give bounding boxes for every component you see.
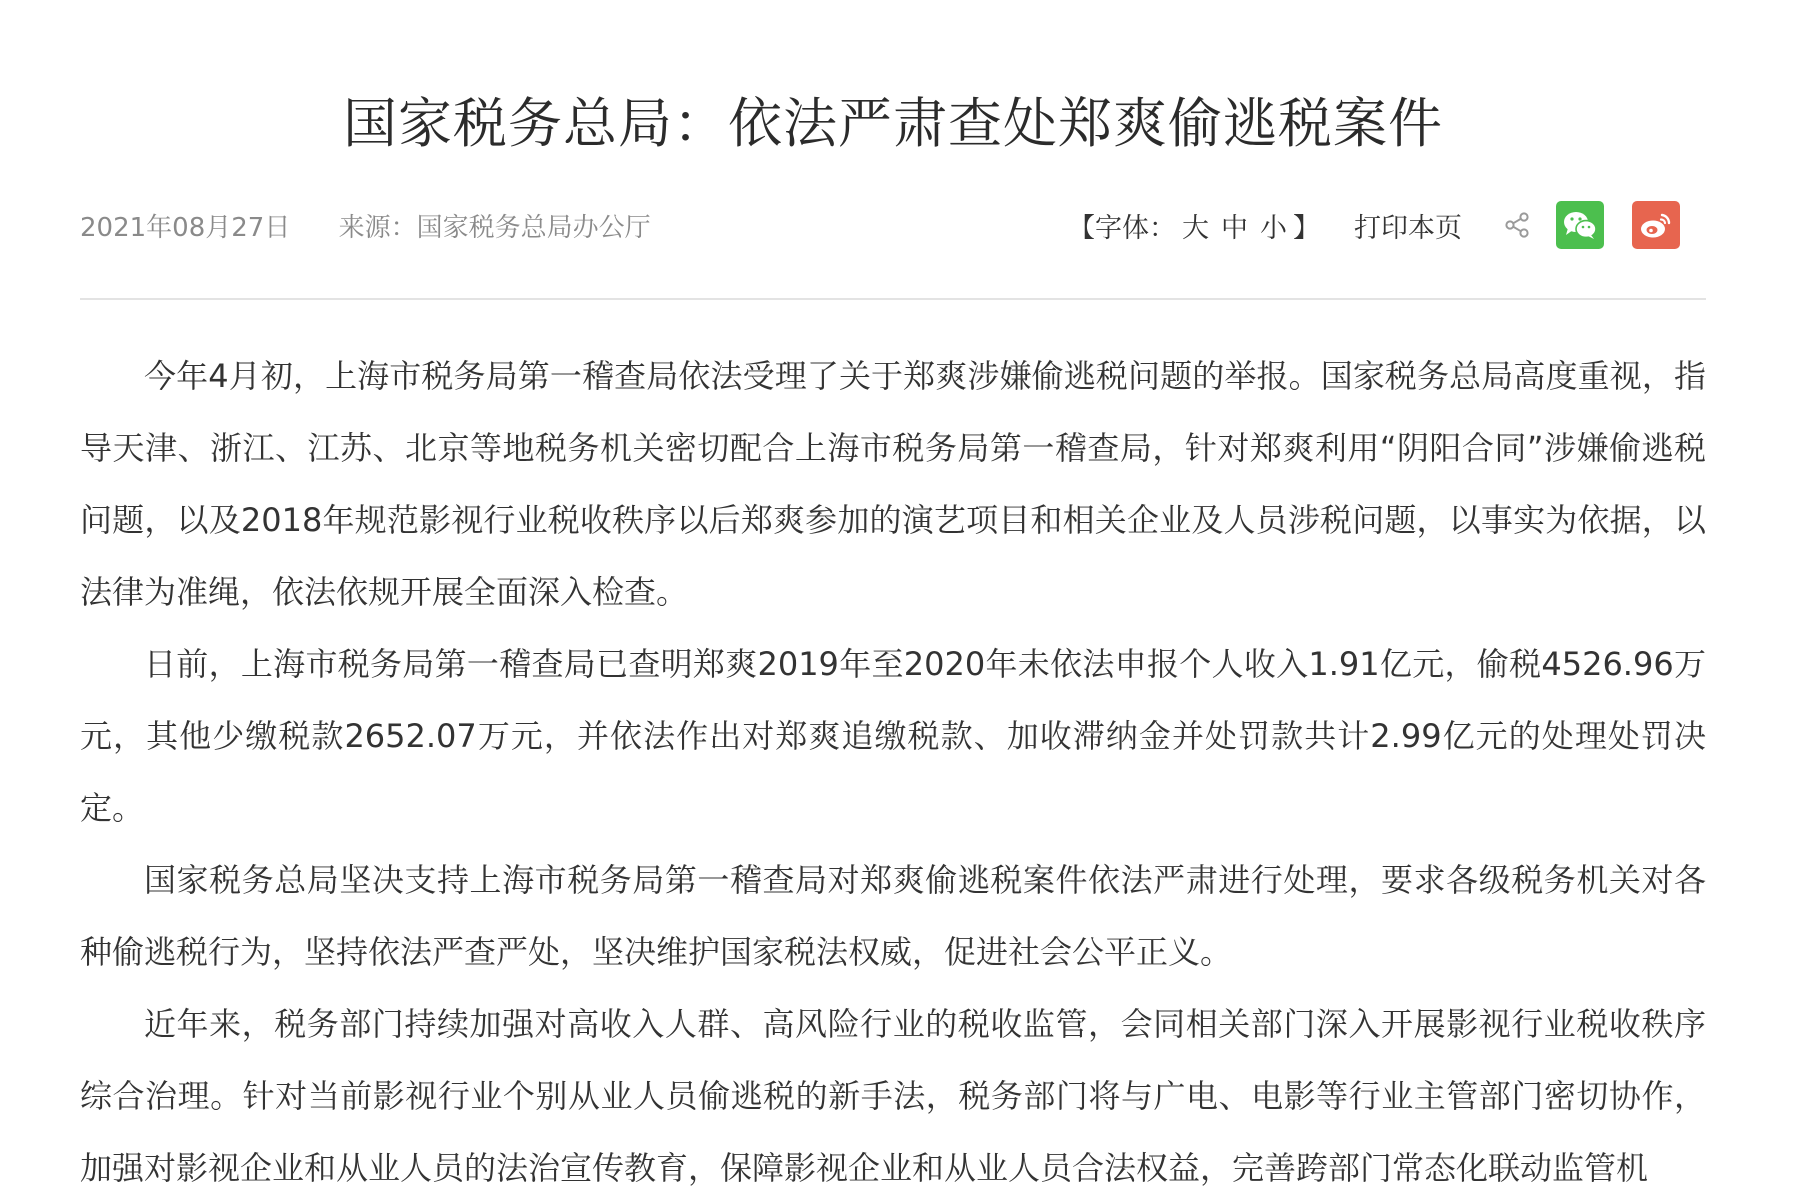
publish-date: 2021年08月27日 bbox=[80, 213, 291, 243]
weibo-share-button[interactable] bbox=[1632, 201, 1680, 249]
font-size-medium-button[interactable]: 中 bbox=[1221, 212, 1248, 244]
print-page-link[interactable]: 打印本页 bbox=[1354, 212, 1462, 244]
title-divider bbox=[80, 298, 1706, 300]
font-size-prefix: 【字体： bbox=[1068, 212, 1176, 244]
font-size-large-button[interactable]: 大 bbox=[1182, 212, 1209, 244]
article-toolbar bbox=[1068, 200, 1680, 250]
body-paragraph: 日前，上海市税务局第一稽查局已查明郑爽2019年至2020年未依法申报个人收入1.91亿元，偷税4526.96万元，其他少缴税款2652.07万元，并依法作出对郑爽追缴税款、加收滞纳金并处罚款共计2.99亿元的处理处罚决定。 bbox=[80, 645, 1706, 827]
article-info bbox=[80, 208, 651, 248]
article-page bbox=[80, 0, 1706, 1204]
share-icon[interactable] bbox=[1502, 210, 1532, 240]
wechat-share-button[interactable] bbox=[1556, 201, 1604, 249]
font-size-suffix: 】 bbox=[1293, 212, 1320, 244]
font-size-small-button[interactable]: 小 bbox=[1260, 212, 1287, 244]
body-paragraph: 国家税务总局坚决支持上海市税务局第一稽查局对郑爽偷逃税案件依法严肃进行处理，要求各级税务机关对各种偷逃税行为，坚持依法严查严处，坚决维护国家税法权威，促进社会公平正义。 bbox=[80, 861, 1706, 971]
font-size-control bbox=[1068, 206, 1320, 245]
article-title: 国家税务总局：依法严肃查处郑爽偷逃税案件 bbox=[343, 92, 1443, 155]
body-paragraph: 近年来，税务部门持续加强对高收入人群、高风险行业的税收监管，会同相关部门深入开展影视行业税收秩序综合治理。针对当前影视行业个别从业人员偷逃税的新手法，税务部门将与广电、电影等行业主管部门密切协作，加强对影视企业和从业人员的法治宣传教育，保障影视企业和从业人员合法权益，完善跨部门常态化联动监管机 bbox=[80, 1005, 1706, 1187]
article-body bbox=[80, 340, 1706, 1204]
weibo-icon bbox=[1638, 209, 1674, 241]
article-source: 来源：国家税务总局办公厅 bbox=[338, 213, 651, 243]
article-meta bbox=[80, 200, 1706, 258]
body-paragraph: 今年4月初，上海市税务局第一稽查局依法受理了关于郑爽涉嫌偷逃税问题的举报。国家税务总局高度重视，指导天津、浙江、江苏、北京等地税务机关密切配合上海市税务局第一稽查局，针对郑爽利用“阴阳合同”涉嫌偷逃税问题，以及2018年规范影视行业税收秩序以后郑爽参加的演艺项目和相关企业及人员涉税问题，以事实为依据，以法律为准绳，依法依规开展全面深入检查。 bbox=[80, 357, 1706, 611]
wechat-icon bbox=[1562, 210, 1598, 240]
